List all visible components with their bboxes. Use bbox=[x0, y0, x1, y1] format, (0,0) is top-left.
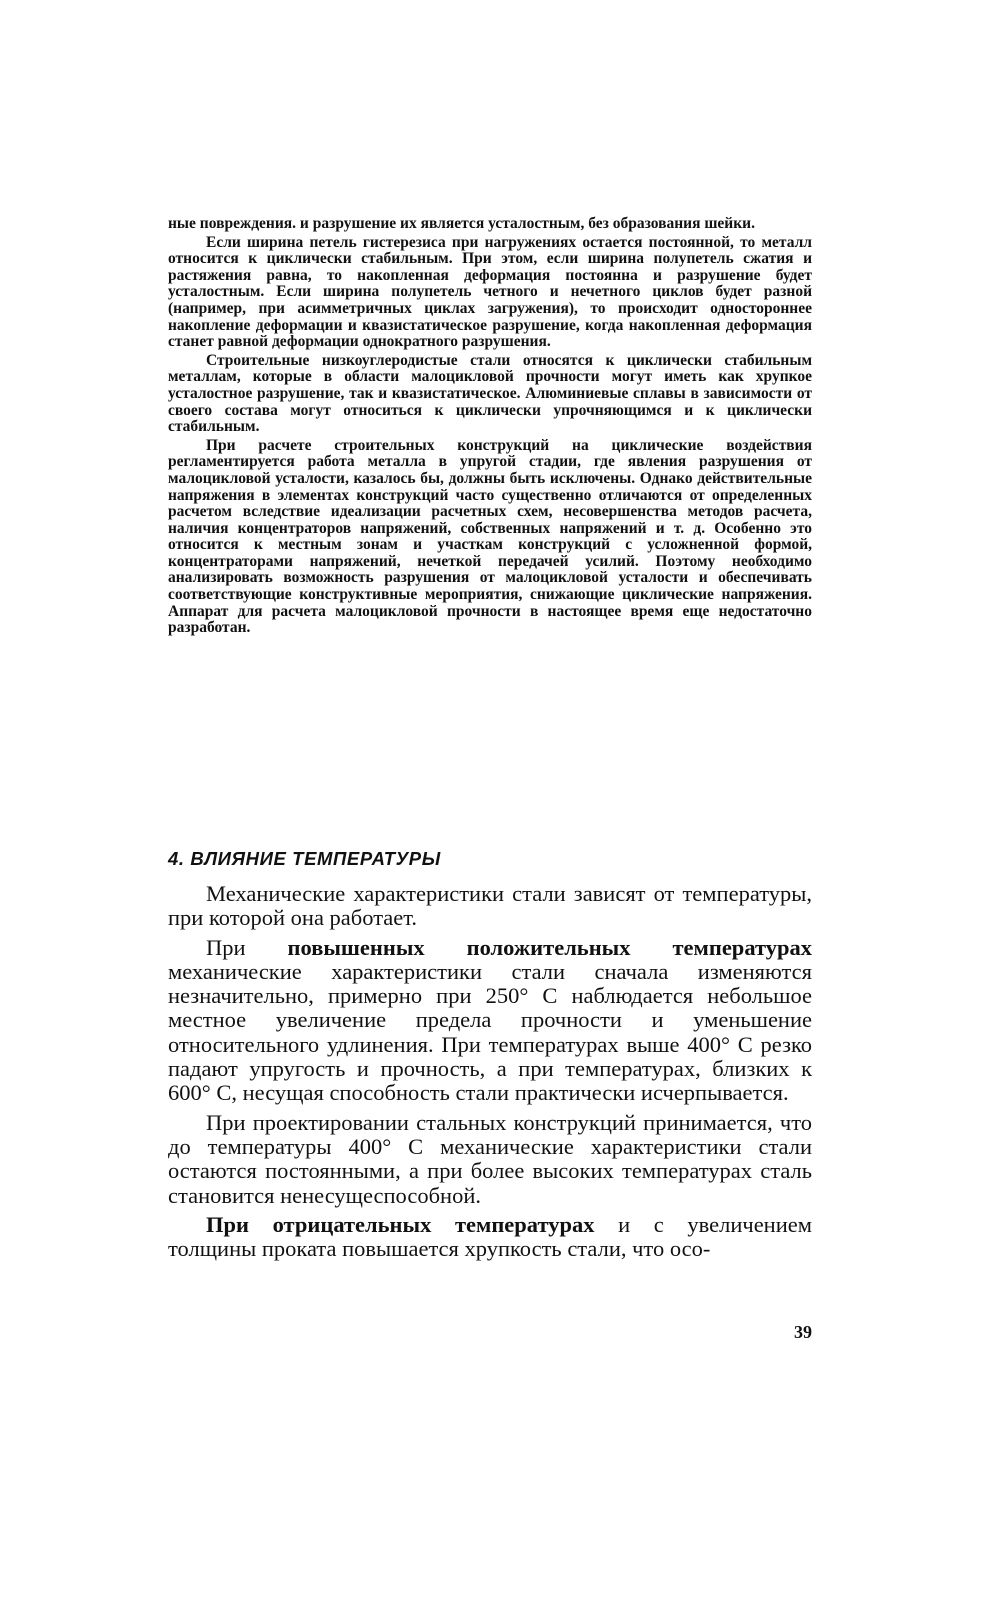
high-temp-text: механические характеристики стали сначала изменяются незначительно, примерно при 250° С наблюдается небольшое местное увеличение предела прочности и уменьшение относительного удлинения. При температурах выше 400° С резко падают упругость и прочность, а при температурах, близких к 600° С, несущая способность стали практически исчерпывается. bbox=[168, 958, 812, 1106]
main-text-section bbox=[168, 882, 812, 1261]
paragraph-hysteresis: Если ширина петель гистерезиса при нагружениях остается постоянной, то металл относится к циклически стабильным. При этом, если ширина полупетель сжатия и растяжения равна, то накопленная деформация постоянна и разрушение будет усталостным. Если ширина полупетель четного и нечетного циклов будет разной (например, при асимметричных циклах загружения), то происходит одностороннее накопление деформации и квазистатическое разрушение, когда накопленная деформация станет равной деформации однократного разрушения. bbox=[168, 233, 812, 351]
paragraph-design-assumption: При проектировании стальных конструкций принимается, что до температуры 400° С механические характеристики стали остаются постоянными, а при более высоких температурах сталь становится ненесущеспособной. bbox=[168, 1109, 812, 1208]
small-print-section bbox=[168, 216, 812, 637]
high-temp-lead: При bbox=[206, 934, 288, 960]
paragraph-continuation: ные повреждения. и разрушение их является усталостным, без образования шейки. bbox=[168, 215, 755, 232]
section-heading: 4. ВЛИЯНИЕ ТЕМПЕРАТУРЫ bbox=[168, 848, 441, 869]
paragraph-high-temperatures bbox=[168, 936, 812, 1106]
paragraph-low-carbon-steels: Строительные низкоуглеродистые стали относятся к циклически стабильным металлам, которые в области малоцикловой прочности могут иметь как хрупкое усталостное разрушение, так и квазистатическое. Алюминиевые сплавы в зависимости от своего состава могут относиться к циклически упрочняющимся и к циклически стабильным. bbox=[168, 351, 812, 436]
paragraph-low-temperatures bbox=[168, 1213, 812, 1262]
paragraph-cyclic-design: При расчете строительных конструкций на циклические воздействия регламентируется работа металла в упругой стадии, где явления разрушения от малоцикловой усталости, казалось бы, должны быть исключены. Однако действительные напряжения в элементах конструкций часто существенно отличаются от определенных расчетом вследствие идеализации расчетных схем, несовершенства методов расчета, наличия концентраторов напряжений, собственных напряжений и т. д. Особенно это относится к местным зонам и участкам конструкций с усложненной формой, концентраторами напряжений, нечеткой передачей усилий. Поэтому необходимо анализировать возможность разрушения от малоцикловой усталости и обеспечивать соответствующие конструктивные мероприятия, снижающие циклические напряжения. Аппарат для расчета малоцикловой прочности в настоящее время еще недостаточно разработан. bbox=[168, 436, 812, 637]
low-temp-text: и с увеличением толщины проката повышается хрупкость стали, что осо- bbox=[168, 1211, 812, 1262]
high-temp-bold-term: повышенных положительных температурах bbox=[287, 934, 813, 960]
paragraph-temperature-intro: Механические характеристики стали зависят от температуры, при которой она работает. bbox=[168, 881, 812, 931]
low-temp-bold-term: При отрицательных температурах bbox=[206, 1211, 595, 1237]
page-number: 39 bbox=[794, 1322, 812, 1342]
